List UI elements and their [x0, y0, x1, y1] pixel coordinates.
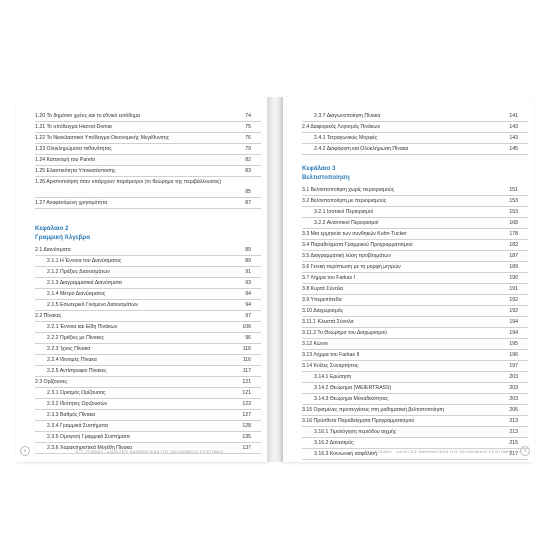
toc-entry-title: 2.3.4 Γραμμικά Συστήματα — [47, 423, 109, 429]
toc-entry-page: 192 — [509, 297, 518, 303]
toc-entry — [302, 218, 528, 229]
toc-entry-page: 75 — [245, 124, 251, 130]
toc-entry-page: 178 — [509, 231, 518, 237]
toc-entry-page: 87 — [245, 200, 251, 206]
chapter-heading — [302, 163, 528, 185]
toc-entry-page: 83 — [245, 168, 251, 174]
toc-entry-title: 2.4.2 Διαφόριση και Ολοκλήρωση Πίνακα — [314, 146, 409, 152]
toc-entry — [302, 133, 528, 144]
toc-section-top — [302, 111, 528, 155]
toc-entry — [302, 185, 528, 196]
toc-entry-title: 3.5 Διαγραμματική λύση προβλημάτων — [302, 253, 391, 259]
toc-entry — [35, 399, 261, 410]
toc-section-bottom — [35, 245, 261, 454]
toc-entry-page: 151 — [509, 187, 518, 193]
toc-entry-page: 153 — [509, 198, 518, 204]
toc-entry-page: 217 — [509, 451, 518, 457]
toc-entry-title: 2.2.3 Ίχνος Πίνακα — [47, 346, 91, 352]
toc-entry — [35, 122, 261, 133]
toc-entry-page: 135 — [242, 434, 251, 440]
toc-entry-page: 106 — [242, 324, 251, 330]
chapter-number: Κεφάλαιο 2 — [35, 225, 69, 232]
toc-entry — [35, 278, 261, 289]
toc-entry — [35, 198, 261, 209]
book-gutter — [267, 97, 283, 462]
toc-entry-title: 3.2.1 Ισοτικοί Περιορισμοί — [314, 209, 374, 215]
toc-entry — [35, 377, 261, 388]
toc-entry-title: 2.1.4 Μέτρο Διανύσματος — [47, 291, 106, 297]
toc-entry-title: 2.1 Διανύσματα — [35, 247, 71, 253]
toc-entry — [302, 438, 528, 449]
toc-entry-title: 3.7 Λήμμα του Farkas I — [302, 275, 356, 281]
toc-entry-page: 189 — [509, 264, 518, 270]
toc-entry — [302, 295, 528, 306]
toc-entry-title: 2.1.5 Εσωτερικό Γινόμενο Διανυσμάτων — [47, 302, 138, 308]
chapter-number: Κεφάλαιο 3 — [302, 165, 336, 172]
page-footer: Ε. Γ. ΤΣΙΩΝΑΣ - ΔΙΑΛΕΞΕΙΣ ΜΑΘΗΜΑΤΙΚΩΝ ΤΗΣ ΟΙΚΟΝΟΜΙΚΗΣ ΕΠΙΣΤΗΜΗΣ — [365, 450, 513, 454]
toc-entry — [302, 339, 528, 350]
toc-entry-page: 96 — [245, 335, 251, 341]
toc-entry-page: 192 — [509, 308, 518, 314]
toc-entry — [35, 344, 261, 355]
toc-entry-title: 3.4 Παραδείγματα Γραμμικού Προγραμματισμού — [302, 242, 413, 248]
toc-entry-page: 203 — [509, 396, 518, 402]
toc-entry-page: 194 — [509, 330, 518, 336]
toc-entry — [35, 333, 261, 344]
toc-entry-page: 194 — [509, 319, 518, 325]
toc-entry-title: 3.8 Κυρτά Σύνολα — [302, 286, 344, 292]
toc-entry-page: 203 — [509, 385, 518, 391]
toc-entry-title: 1.26 Αριστοποίηση όταν υπάρχουν παράμετροι (το θεώρημα της περιβάλλουσας) — [35, 179, 222, 185]
toc-entry-page: 143 — [509, 124, 518, 130]
toc-entry — [302, 416, 528, 427]
toc-entry — [302, 328, 528, 339]
toc-entry — [302, 317, 528, 328]
toc-entry-title: 3.2.2 Ανισοτικοί Περιορισμοί — [314, 220, 379, 226]
toc-entry-title: 3.15 Ορισμένες προσεγγίσεις στη μαθηματική βελτιστοποίηση — [302, 407, 444, 413]
toc-entry-title: 2.3.1 Ορισμός Ορίζουσας — [47, 390, 106, 396]
toc-entry-title: 3.16.1 Τιμολόγηση περιόδου αιχμής — [314, 429, 397, 435]
toc-entry-title: 3.9 Υπερεπίπεδα — [302, 297, 342, 303]
toc-entry-title: 3.16.3 Κοινωνική ασφάλιση — [314, 451, 378, 457]
toc-entry-page: 196 — [509, 352, 518, 358]
toc-entry-page: 141 — [509, 113, 518, 119]
toc-entry — [35, 322, 261, 333]
toc-entry — [35, 421, 261, 432]
chapter-title: Βελτιστοποίηση — [302, 174, 350, 181]
toc-entry-title: 3.12 Κώνοι — [302, 341, 328, 347]
toc-entry — [35, 155, 261, 166]
toc-entry — [302, 207, 528, 218]
toc-entry-page: 74 — [245, 113, 251, 119]
toc-entry-page: 94 — [245, 291, 251, 297]
toc-entry-page: 82 — [245, 157, 251, 163]
toc-entry-title: 2.3.6 Χαρακτηριστικά Μεγέθη Πίνακα — [47, 445, 133, 451]
toc-entry-title: 2.4.1 Τετραγωνικές Μορφές — [314, 135, 378, 141]
toc-entry-title: 3.14.3 Θεώρημα Μοναδικότητας — [314, 396, 389, 402]
toc-entry-title: 2.2.5 Αντίστροφοι Πίνακες — [47, 368, 107, 374]
toc-entry-page: 213 — [509, 429, 518, 435]
toc-entry-title: 1.23 Ολοκληρώματα πιθανότητας — [35, 146, 112, 152]
toc-entry — [302, 350, 528, 361]
toc-entry — [302, 196, 528, 207]
toc-entry-title: 3.6 Γενική περίπτωση με τη μορφή μητρών — [302, 264, 401, 270]
toc-entry-page: 190 — [509, 275, 518, 281]
toc-entry-title: 2.2 Πίνακες — [35, 313, 62, 319]
toc-left — [35, 111, 261, 454]
toc-entry-page: 123 — [242, 401, 251, 407]
toc-entry-title: 2.2.1 Έννοια και Είδη Πινάκων — [47, 324, 118, 330]
toc-entry-title: 3.11.2 Το Θεώρημα του Διαχωρισμού — [302, 330, 388, 336]
toc-entry-page: 85 — [245, 189, 251, 195]
toc-entry-title: 1.27 Αναφενόμενη χρησιμότητα — [35, 200, 108, 206]
toc-entry — [35, 177, 261, 198]
chapter-title: Γραμμική Άλγεβρα — [35, 234, 91, 241]
toc-entry — [302, 144, 528, 155]
toc-entry-page: 89 — [245, 247, 251, 253]
toc-entry — [35, 289, 261, 300]
toc-entry-title: 3.11.1 Κλειστά Σύνολα — [302, 319, 354, 325]
toc-entry — [35, 388, 261, 399]
toc-entry-page: 127 — [242, 412, 251, 418]
page-footer: Ε. Γ. ΤΣΙΩΝΑΣ - ΔΙΑΛΕΞΕΙΣ ΜΑΘΗΜΑΤΙΚΩΝ ΤΗΣ ΟΙΚΟΝΟΜΙΚΗΣ ΕΠΙΣΤΗΜΗΣ — [76, 450, 224, 454]
toc-right — [302, 111, 528, 460]
left-book-page — [16, 97, 267, 462]
toc-entry-page: 137 — [242, 445, 251, 451]
toc-entry-title: 2.3.3 Βαθμός Πίνακα — [47, 412, 96, 418]
toc-entry-title: 3.3 Μια ερμηνεία των συνθηκών Kuhn-Tucker — [302, 231, 407, 237]
toc-entry-page: 121 — [242, 379, 251, 385]
toc-entry-page: 203 — [509, 374, 518, 380]
toc-entry — [35, 267, 261, 278]
toc-entry-page: 187 — [509, 253, 518, 259]
right-book-page — [283, 97, 534, 462]
toc-entry-title: 2.3.7 Διαγωνοποίηση Πίνακα — [314, 113, 381, 119]
toc-section-bottom — [302, 185, 528, 460]
toc-entry-page: 168 — [509, 220, 518, 226]
toc-entry-page: 93 — [245, 280, 251, 286]
toc-entry-title: 2.4 Διαφορικός Λογισμός Πινάκων — [302, 124, 381, 130]
toc-entry — [302, 122, 528, 133]
toc-entry — [302, 405, 528, 416]
toc-entry-page: 153 — [509, 209, 518, 215]
page-number: 8 — [20, 446, 30, 456]
page-number: 9 — [520, 446, 530, 456]
toc-entry-page: 91 — [245, 269, 251, 275]
toc-entry — [302, 427, 528, 438]
toc-entry-page: 79 — [245, 146, 251, 152]
toc-entry-title: 3.14 Κοίλες Συναρτήσεις — [302, 363, 359, 369]
toc-entry — [302, 284, 528, 295]
toc-entry-page: 76 — [245, 135, 251, 141]
toc-entry-page: 94 — [245, 302, 251, 308]
chapter-heading — [35, 223, 261, 245]
toc-entry-title: 2.3 Ορίζουσες — [35, 379, 68, 385]
toc-entry-title: 3.13 Λήμμα του Farkas II — [302, 352, 360, 358]
toc-entry-page: 117 — [242, 368, 251, 374]
toc-entry — [302, 251, 528, 262]
toc-entry — [302, 383, 528, 394]
toc-entry — [302, 273, 528, 284]
toc-entry — [302, 394, 528, 405]
toc-entry — [35, 133, 261, 144]
toc-entry — [302, 262, 528, 273]
toc-entry-title: 3.2 Βελτιστοποίηση με περιορισμούς — [302, 198, 387, 204]
toc-entry-page: 197 — [509, 363, 518, 369]
toc-entry — [302, 372, 528, 383]
toc-entry-title: 2.2.4 Ιδιοτιμές Πίνακα — [47, 357, 97, 363]
toc-entry — [35, 300, 261, 311]
toc-entry-title: 1.24 Κατανομή του Pareto — [35, 157, 96, 163]
toc-entry — [35, 245, 261, 256]
toc-entry — [302, 240, 528, 251]
toc-entry-title: 1.22 Το Νεοκλασσικό Υπόδειγμα Οικονομικής Μεγέθυνσης — [35, 135, 170, 141]
toc-entry — [35, 144, 261, 155]
toc-entry-page: 116 — [242, 357, 251, 363]
toc-entry-page: 97 — [245, 313, 251, 319]
toc-entry-title: 2.2.2 Πράξεις με Πίνακες — [47, 335, 105, 341]
toc-entry — [35, 366, 261, 377]
toc-entry-title: 1.20 Το δημόσιο χρέος και το εθνικό εισόδημα — [35, 113, 141, 119]
toc-entry — [35, 432, 261, 443]
toc-section-top — [35, 111, 261, 209]
toc-entry-title: 3.16.2 Δανεισμός — [314, 440, 354, 446]
toc-entry-page: 121 — [242, 390, 251, 396]
toc-entry — [35, 111, 261, 122]
toc-entry-title: 2.3.2 Ιδιότητες Οριζουσών — [47, 401, 108, 407]
toc-entry — [302, 361, 528, 372]
toc-entry-page: 116 — [242, 346, 251, 352]
toc-entry-title: 2.1.2 Πράξεις Διανυσμάτων — [47, 269, 110, 275]
toc-entry-page: 215 — [509, 440, 518, 446]
toc-entry — [35, 166, 261, 177]
toc-entry-title: 3.10 Διαχωρισμός — [302, 308, 344, 314]
toc-entry-title: 3.1 Βελτιστοποίηση χωρίς περιορισμούς — [302, 187, 395, 193]
toc-entry-title: 2.1.3 Διαγραμματικά Διανύσματα — [47, 280, 122, 286]
toc-entry-title: 3.14.1 Ερώτηση — [314, 374, 352, 380]
toc-entry-title: 2.1.1 Η Έννοια του Διανύσματος — [47, 258, 122, 264]
toc-entry-page: 182 — [509, 242, 518, 248]
toc-entry-page: 128 — [242, 423, 251, 429]
toc-entry — [35, 410, 261, 421]
toc-entry-page: 89 — [245, 258, 251, 264]
toc-entry-page: 195 — [509, 341, 518, 347]
toc-entry-page: 213 — [509, 418, 518, 424]
toc-entry-page: 191 — [509, 286, 518, 292]
toc-entry-title: 1.21 Το υπόδειγμα Harrod-Domar — [35, 124, 113, 130]
toc-entry-title: 1.25 Ελαστικότητα Υποκατάστασης — [35, 168, 116, 174]
toc-entry — [35, 355, 261, 366]
toc-entry-title: 3.14.2 Θεώρημα (WEIERTRASS) — [314, 385, 392, 391]
toc-entry-title: 3.16 Πρόσθετα Παραδείγματα Προγραμματισμού — [302, 418, 415, 424]
toc-entry-page: 143 — [509, 135, 518, 141]
toc-entry — [35, 311, 261, 322]
toc-entry — [302, 229, 528, 240]
toc-entry-title: 2.3.5 Ομογενή Γραμμικά Συστήματα — [47, 434, 130, 440]
toc-entry — [35, 256, 261, 267]
toc-entry — [302, 306, 528, 317]
toc-entry-page: 206 — [509, 407, 518, 413]
toc-entry — [302, 111, 528, 122]
toc-entry-page: 145 — [509, 146, 518, 152]
